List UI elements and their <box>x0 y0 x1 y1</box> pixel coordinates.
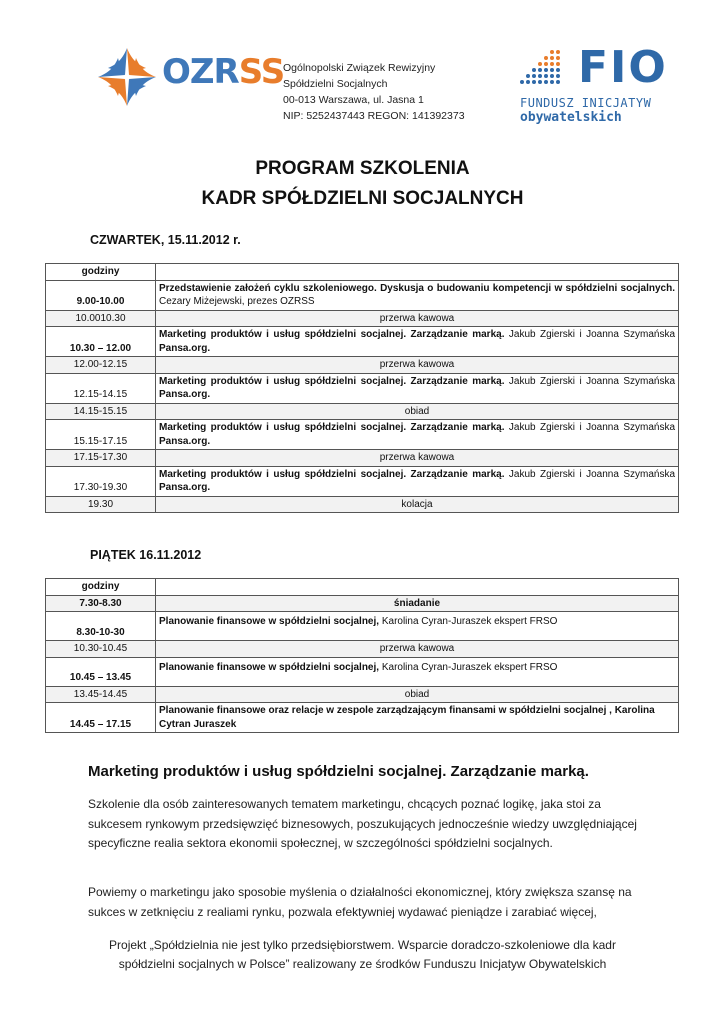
time-cell: 13.45-14.45 <box>46 686 156 703</box>
fio-logo <box>518 42 670 128</box>
day-heading: PIĄTEK 16.11.2012 <box>90 548 202 562</box>
time-cell: 10.30-10.45 <box>46 641 156 658</box>
time-cell: 15.15-17.15 <box>46 420 156 450</box>
time-cell: 12.15-14.15 <box>46 373 156 403</box>
table-header-row <box>46 264 679 281</box>
address-line: Ogólnopolski Związek Rewizyjny <box>283 62 436 74</box>
description-cell: Planowanie finansowe w spółdzielni socjalnej, Karolina Cyran-Juraszek ekspert FRSO <box>156 657 679 686</box>
description-cell: obiad <box>156 686 679 703</box>
table-row <box>46 450 679 467</box>
table-row <box>46 496 679 513</box>
page-header <box>0 0 725 135</box>
table-row <box>46 357 679 374</box>
time-cell: 14.45 – 17.15 <box>46 703 156 733</box>
description-cell: Marketing produktów i usług spółdzielni socjalnej. Zarządzanie marką. Jakub Zgierski i Joanna Szymańska Pansa.org. <box>156 420 679 450</box>
table-row <box>46 612 679 641</box>
time-cell: 19.30 <box>46 496 156 513</box>
table-header-cell: godziny <box>46 264 156 281</box>
description-cell: Marketing produktów i usług spółdzielni socjalnej. Zarządzanie marką. Jakub Zgierski i Joanna Szymańska Pansa.org. <box>156 327 679 357</box>
description-cell: Marketing produktów i usług spółdzielni socjalnej. Zarządzanie marką. Jakub Zgierski i Joanna Szymańska Pansa.org. <box>156 373 679 403</box>
description-cell: Marketing produktów i usług spółdzielni socjalnej. Zarządzanie marką. Jakub Zgierski i Joanna Szymańska Pansa.org. <box>156 466 679 496</box>
address-line: NIP: 5252437443 REGON: 141392373 <box>283 110 465 122</box>
time-cell: 12.00-12.15 <box>46 357 156 374</box>
table-header-cell <box>156 579 679 596</box>
fio-wordmark: FIO <box>578 42 668 93</box>
table-row <box>46 686 679 703</box>
time-cell: 7.30-8.30 <box>46 595 156 612</box>
table-row <box>46 280 679 310</box>
section-paragraph: Szkolenie dla osób zainteresowanych tematem marketingu, chcących poznać logikę, jaka stoi za sukcesem rynkowym przedsięwzięć biznesowych, poszukujących jednocześnie wiedzy uwzględniającej specyficzne realia sektora ekonomii społecznej, w szczególności spółdzielni socjalnych. <box>88 797 637 850</box>
time-cell: 10.45 – 13.45 <box>46 657 156 686</box>
time-cell: 9.00-10.00 <box>46 280 156 310</box>
table-row <box>46 310 679 327</box>
time-cell: 10.30 – 12.00 <box>46 327 156 357</box>
description-cell: kolacja <box>156 496 679 513</box>
time-cell: 8.30-10-30 <box>46 612 156 641</box>
page-subtitle: KADR SPÓŁDZIELNI SOCJALNYCH <box>201 188 524 209</box>
table-row <box>46 327 679 357</box>
section-title: Marketing produktów i usług spółdzielni socjalnej. Zarządzanie marką. <box>88 763 589 780</box>
day-heading: CZWARTEK, 15.11.2012 r. <box>90 233 241 247</box>
description-cell: śniadanie <box>156 595 679 612</box>
time-cell: 10.0010.30 <box>46 310 156 327</box>
project-footer: Projekt „Spółdzielnia nie jest tylko przedsiębiorstwem. Wsparcie doradczo-szkoleniowe dla kadr spółdzielni socjalnych w Polsce” realizowany ze środków Funduszu Inicjatyw Obywatelskich <box>109 938 616 971</box>
description-cell: Przedstawienie założeń cyklu szkoleniowego. Dyskusja o budowaniu kompetencji w spółdzielni socjalnych. Cezary Miżejewski, prezes OZRSS <box>156 280 679 310</box>
table-header-cell: godziny <box>46 579 156 596</box>
schedule-table-day1 <box>45 263 679 513</box>
description-cell: przerwa kawowa <box>156 641 679 658</box>
description-cell: Planowanie finansowe w spółdzielni socjalnej, Karolina Cyran-Juraszek ekspert FRSO <box>156 612 679 641</box>
table-row <box>46 373 679 403</box>
page-title: PROGRAM SZKOLENIA <box>255 158 470 179</box>
table-row <box>46 657 679 686</box>
time-cell: 14.15-15.15 <box>46 403 156 420</box>
description-cell: obiad <box>156 403 679 420</box>
fio-dots-icon <box>518 46 574 92</box>
table-row <box>46 595 679 612</box>
address-line: Spółdzielni Socjalnych <box>283 78 388 90</box>
ozrss-wordmark: OZRSS <box>162 52 285 92</box>
description-cell: Planowanie finansowe oraz relacje w zespole zarządzającym finansami w spółdzielni socjalnej , Karolina Cytran Juraszek <box>156 703 679 733</box>
ozrss-cross-icon <box>96 46 158 108</box>
time-cell: 17.30-19.30 <box>46 466 156 496</box>
address-line: 00-013 Warszawa, ul. Jasna 1 <box>283 94 424 106</box>
table-row <box>46 420 679 450</box>
schedule-table-day2 <box>45 578 679 733</box>
time-cell: 17.15-17.30 <box>46 450 156 467</box>
section-paragraph: Powiemy o marketingu jako sposobie myślenia o działalności ekonomicznej, który zwiększa szansę na sukces w zetknięciu z realiami rynku, pozwala efektywniej wydawać pieniądze i zarabiać więcej, <box>88 885 632 919</box>
table-header-row <box>46 579 679 596</box>
description-cell: przerwa kawowa <box>156 357 679 374</box>
description-cell: przerwa kawowa <box>156 450 679 467</box>
ozrss-logo <box>96 46 285 108</box>
fio-subtitle: obywatelskich <box>520 110 622 125</box>
table-header-cell <box>156 264 679 281</box>
organization-address <box>283 60 465 124</box>
table-row <box>46 466 679 496</box>
table-row <box>46 403 679 420</box>
table-row <box>46 641 679 658</box>
fio-subtitle: FUNDUSZ INICJATYW <box>520 96 652 110</box>
table-row <box>46 703 679 733</box>
description-cell: przerwa kawowa <box>156 310 679 327</box>
